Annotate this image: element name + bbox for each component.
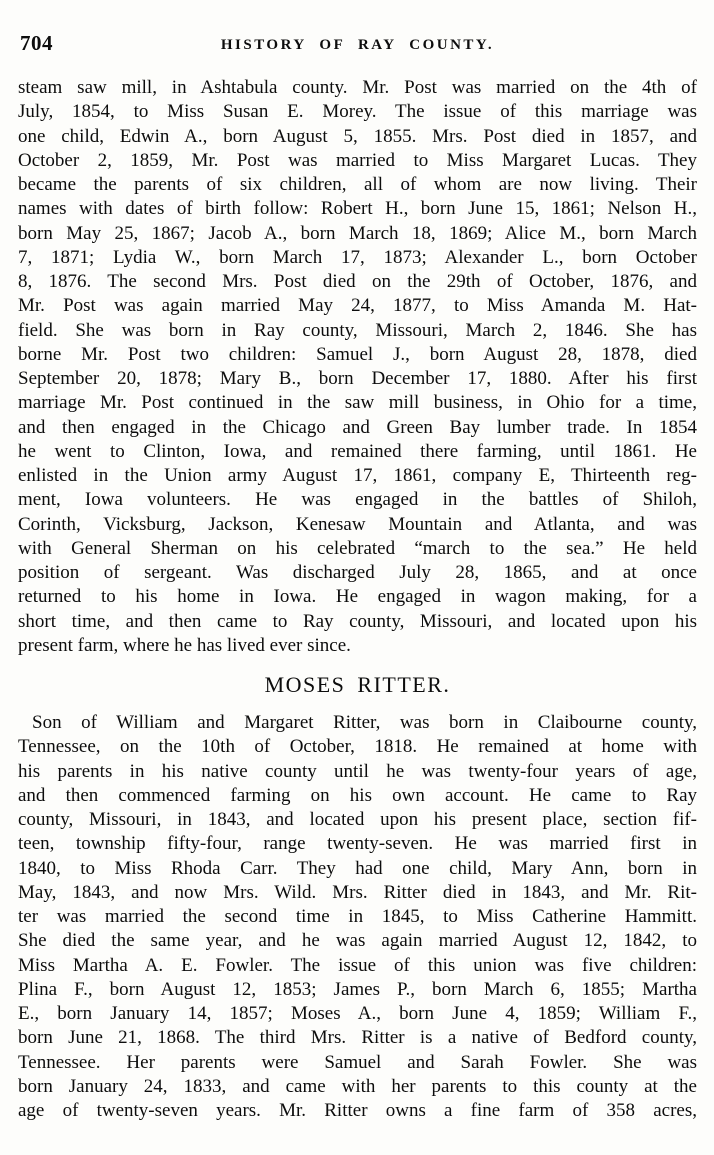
text-line: with General Sherman on his celebrated “march to the sea.” He held (18, 537, 697, 559)
post-biography-paragraph (18, 76, 697, 658)
text-line: county, Missouri, in 1843, and located upon his present place, section fif- (18, 809, 697, 830)
text-line: October 2, 1859, Mr. Post was married to Miss Margaret Lucas. They (18, 149, 697, 171)
text-line: Tennessee, on the 10th of October, 1818. He remained at home with (18, 736, 697, 758)
text-line: ter was married the second time in 1845, to Miss Catherine Hammitt. (18, 906, 697, 927)
text-line: marriage Mr. Post continued in the saw mill business, in Ohio for a time, (18, 392, 697, 414)
text-line: names with dates of birth follow: Robert H., born June 15, 1861; Nelson H., (18, 198, 697, 220)
text-line: May, 1843, and now Mrs. Wild. Mrs. Ritter died in 1843, and Mr. Rit- (18, 881, 697, 903)
running-header (18, 30, 697, 56)
text-line: Mr. Post was again married May 24, 1877, to Miss Amanda M. Hat- (18, 295, 697, 317)
text-line: and then engaged in the Chicago and Green Bay lumber trade. In 1854 (18, 416, 697, 438)
text-line: steam saw mill, in Ashtabula county. Mr. Post was married on the 4th of (18, 77, 697, 98)
text-line: born May 25, 1867; Jacob A., born March 18, 1869; Alice M., born March (18, 222, 697, 244)
text-line: ment, Iowa volunteers. He was engaged in the battles of Shiloh, (18, 489, 697, 511)
text-line: one child, Edwin A., born August 5, 1855. Mrs. Post died in 1857, and (18, 125, 697, 147)
text-line: Miss Martha A. E. Fowler. The issue of this union was five children: (18, 954, 697, 976)
text-line: 1840, to Miss Rhoda Carr. They had one child, Mary Ann, born in (18, 857, 697, 879)
text-line: and then commenced farming on his own account. He came to Ray (18, 784, 697, 806)
text-line: short time, and then came to Ray county, Missouri, and located upon his (18, 610, 697, 632)
text-line: teen, township fifty-four, range twenty-seven. He was married first in (18, 833, 697, 855)
running-title: HISTORY OF RAY COUNTY. (220, 37, 495, 53)
text-line: present farm, where he has lived ever since. (18, 634, 351, 656)
text-line: September 20, 1878; Mary B., born December 17, 1880. After his first (18, 368, 697, 389)
text-line: Son of William and Margaret Ritter, was born in Claibourne county, (32, 712, 697, 733)
text-line: became the parents of six children, all of whom are now living. Their (18, 174, 697, 195)
text-line: Corinth, Vicksburg, Jackson, Kenesaw Mountain and Atlanta, and was (18, 513, 697, 535)
text-line: he went to Clinton, Iowa, and remained there farming, until 1861. He (18, 440, 697, 462)
text-line: born January 24, 1833, and came with her parents to this county at the (18, 1075, 697, 1097)
text-line: borne Mr. Post two children: Samuel J., born August 28, 1878, died (18, 343, 697, 365)
text-line: She died the same year, and he was again married August 12, 1842, to (18, 930, 697, 952)
text-line: age of twenty-seven years. Mr. Ritter owns a fine farm of 358 acres, (18, 1100, 697, 1121)
page-number: 704 (20, 31, 53, 55)
text-line: Tennessee. Her parents were Samuel and Sarah Fowler. She was (18, 1051, 697, 1073)
text-line: enlisted in the Union army August 17, 1861, company E, Thirteenth reg- (18, 465, 697, 486)
ritter-biography-paragraph (18, 711, 697, 1123)
text-line: July, 1854, to Miss Susan E. Morey. The issue of this marriage was (18, 101, 697, 123)
text-line: field. She was born in Ray county, Missouri, March 2, 1846. She has (18, 319, 697, 341)
text-line: 8, 1876. The second Mrs. Post died on the 29th of October, 1876, and (18, 271, 697, 292)
text-line: E., born January 14, 1857; Moses A., born June 4, 1859; William F., (18, 1003, 697, 1024)
text-line: Plina F., born August 12, 1853; James P., born March 6, 1855; Martha (18, 978, 697, 1000)
text-line: his parents in his native county until he was twenty-four years of age, (18, 760, 697, 782)
text-line: born June 21, 1868. The third Mrs. Ritter is a native of Bedford county, (18, 1027, 697, 1049)
text-line: position of sergeant. Was discharged July 28, 1865, and at once (18, 562, 697, 583)
section-heading: MOSES RITTER. (264, 672, 451, 697)
text-line: returned to his home in Iowa. He engaged in wagon making, for a (18, 586, 697, 608)
text-line: 7, 1871; Lydia W., born March 17, 1873; Alexander L., born October (18, 246, 697, 268)
